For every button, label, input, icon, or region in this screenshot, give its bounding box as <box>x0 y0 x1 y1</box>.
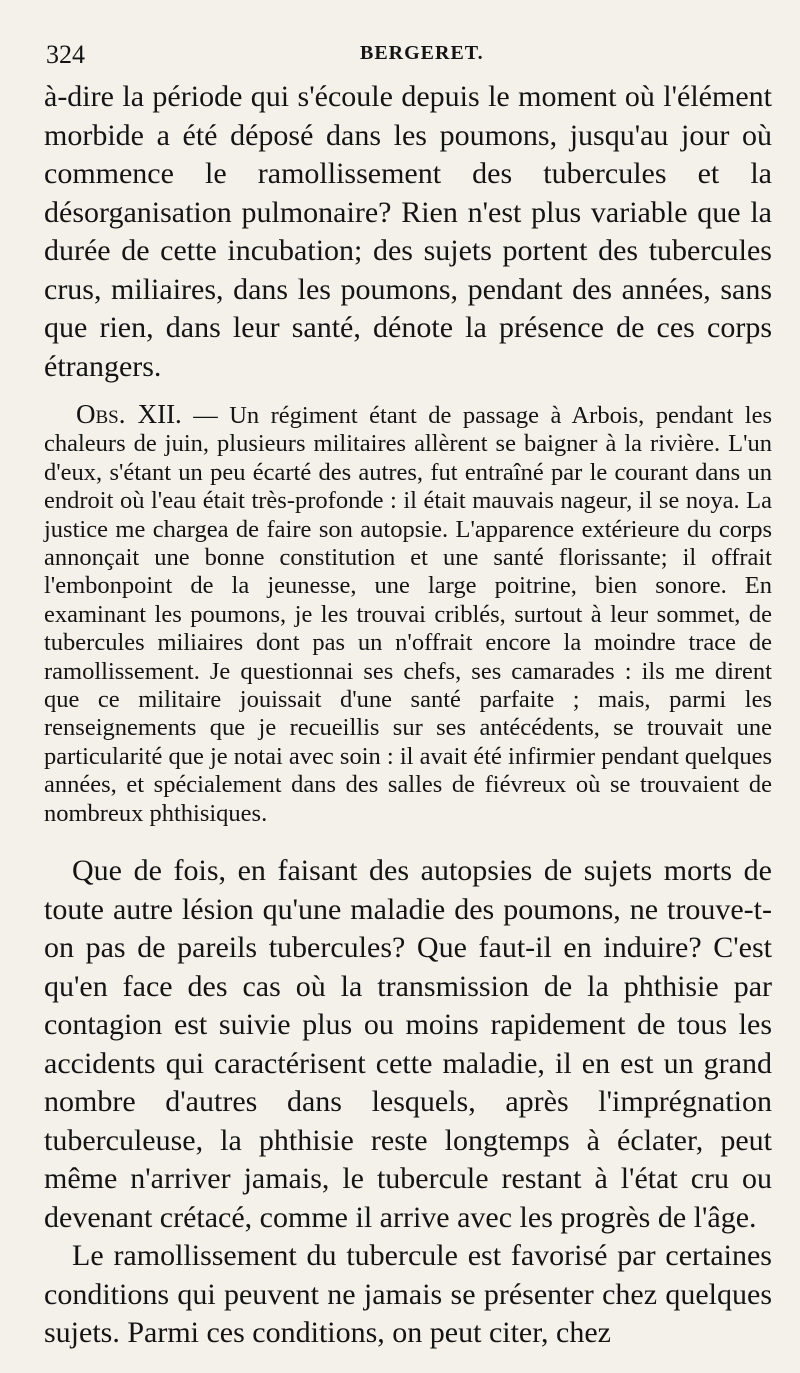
page-number: 324 <box>46 40 85 69</box>
running-title: BERGERET. <box>360 42 484 64</box>
observation-label: Obs. XII. <box>76 399 182 429</box>
book-page <box>44 34 772 1354</box>
observation-text: — Un régiment étant de passage à Arbois, pendant les chaleurs de juin, plusieurs militaires allèrent se baigner à la rivière. L'un d'eux, s'étant un peu écarté des autres, fut entraîné par le courant dans un endroit où l'eau était très-profonde : il était mauvais nageur, il se noya. La justice me chargea de faire son autopsie. L'apparence extérieure du corps annonçait une bonne constitution et une santé florissante; il offrait l'embonpoint de la jeunesse, une large poitrine, bien sonore. En examinant les poumons, je les trouvai criblés, surtout à leur sommet, de tubercules miliaires dont pas un n'offrait encore la moindre trace de ramollissement. Je questionnai ses chefs, ses camarades : ils me dirent que ce militaire jouissait d'une santé parfaite ; mais, parmi les renseignements que je recueillis sur ses antécédents, se trouvait une particularité que je notai avec soin : il avait été infirmier pendant quelques années, et spécialement dans des salles de fiévreux où se trouvaient de nombreux phthisiques. <box>44 402 772 827</box>
paragraph-incubation: à-dire la période qui s'écoule depuis le moment où l'élément morbide a été déposé dans les poumons, jusqu'au jour où commence le ramollissement des tubercules et la désorganisation pulmonaire? Rien n'est plus variable que la durée de cette incubation; des sujets portent des tubercules crus, miliaires, dans les poumons, pendant des années, sans que rien, dans leur santé, dénote la présence de ces corps étrangers. <box>44 80 772 383</box>
observation-xii <box>44 400 772 828</box>
running-head <box>44 34 772 74</box>
paragraph-autopsies: Que de fois, en faisant des autopsies de sujets morts de toute autre lésion qu'une maladie des poumons, ne trouve-t-on pas de pareils tubercules? Que faut-il en induire? C'est qu'en face des cas où la transmission de la phthisie par contagion est suivie plus ou moins rapidement de tous les accidents qui caractérisent cette maladie, il en est un grand nombre d'autres dans lesquels, après l'imprégnation tuberculeuse, la phthisie reste longtemps à éclater, peut même n'arriver jamais, le tubercule restant à l'état cru ou devenant crétacé, comme il arrive avec les progrès de l'âge. <box>44 854 772 1234</box>
paragraph-ramollissement: Le ramollissement du tubercule est favorisé par certaines conditions qui peuvent ne jamais se présenter chez quelques sujets. Parmi ces conditions, on peut citer, chez <box>44 1239 772 1350</box>
spacer <box>44 828 772 852</box>
